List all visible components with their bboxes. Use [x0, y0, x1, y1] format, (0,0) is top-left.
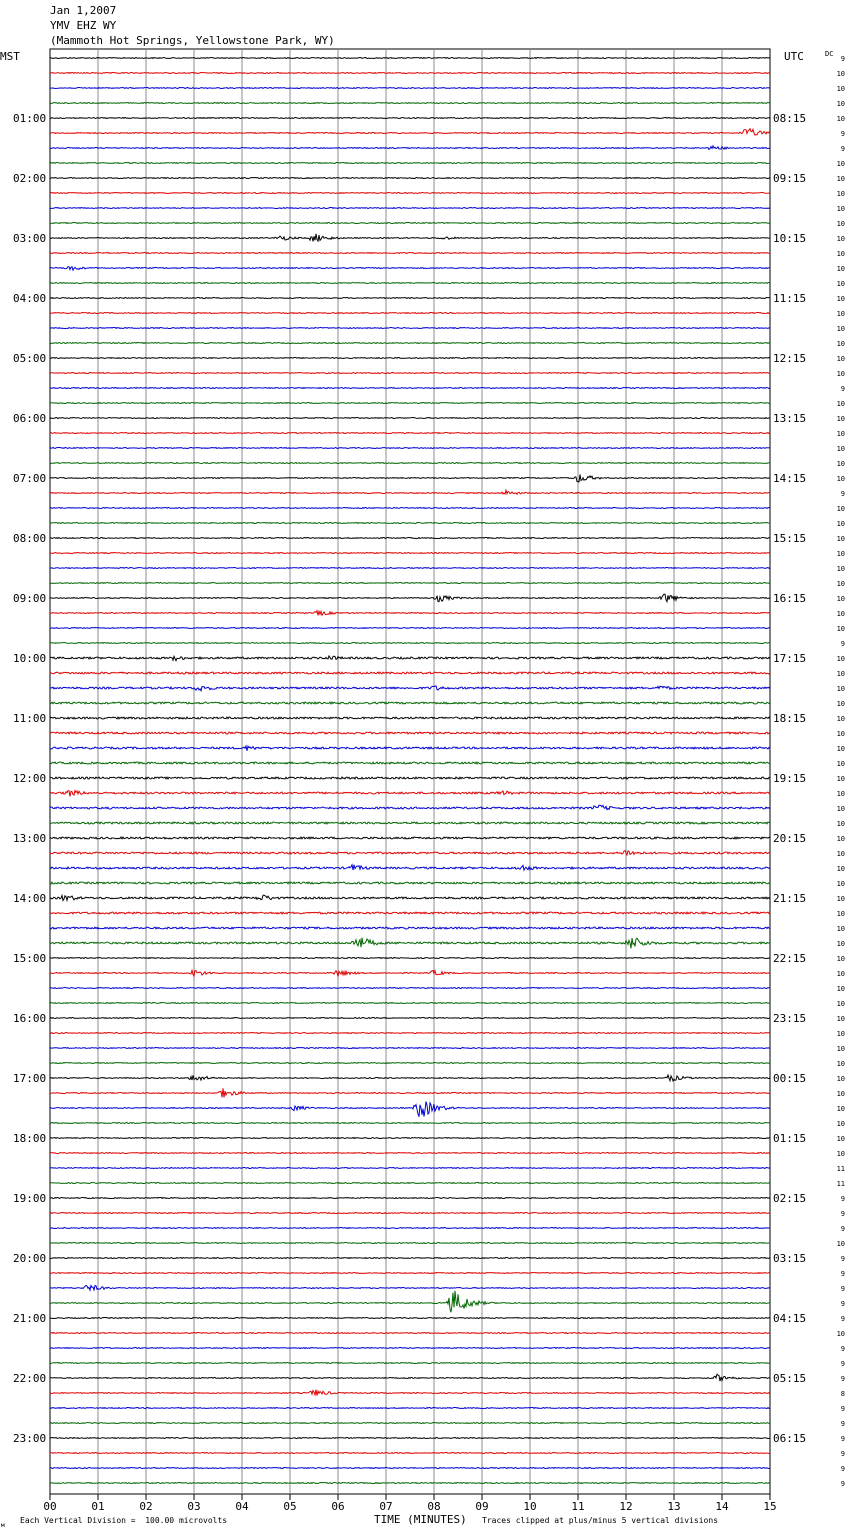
dc-offset-value: 10 [836, 625, 845, 633]
trace-line [50, 777, 770, 779]
utc-hour-label: 02:15 [773, 1192, 807, 1205]
x-axis-title: TIME (MINUTES) [374, 1513, 467, 1526]
trace-line [50, 146, 770, 150]
trace-line [50, 73, 770, 74]
utc-hour-label: 06:15 [773, 1432, 807, 1445]
right-timezone-label: UTC [784, 50, 804, 63]
clip-note: Traces clipped at plus/minus 5 vertical divisions [482, 1516, 719, 1525]
trace-line [50, 508, 770, 509]
dc-offset-value: 10 [836, 1330, 845, 1338]
dc-offset-value: 10 [836, 400, 845, 408]
trace-line [50, 628, 770, 629]
x-tick-label: 15 [763, 1500, 777, 1513]
utc-hour-label: 16:15 [773, 592, 807, 605]
dc-offset-value: 10 [836, 295, 845, 303]
x-tick-label: 13 [667, 1500, 681, 1513]
utc-hour-label: 09:15 [773, 172, 807, 185]
dc-offset-value: 10 [836, 460, 845, 468]
dc-offset-value: 10 [836, 790, 845, 798]
dc-offset-value: 9 [840, 1345, 845, 1353]
dc-offset-value: 10 [836, 610, 845, 618]
dc-offset-value: 10 [836, 1060, 845, 1068]
mst-hour-label: 14:00 [13, 892, 47, 905]
dc-offset-value: 10 [836, 745, 845, 753]
dc-offset-value: 10 [836, 520, 845, 528]
trace-line [50, 1183, 770, 1184]
mst-hour-label: 03:00 [13, 232, 47, 245]
dc-offset-value: 10 [836, 310, 845, 318]
trace-line [50, 912, 770, 914]
utc-hour-label: 08:15 [773, 112, 807, 125]
dc-offset-value: 10 [836, 895, 845, 903]
trace-line [50, 1048, 770, 1049]
dc-offset-value: 9 [840, 1420, 845, 1428]
trace-line [50, 253, 770, 254]
utc-hour-label: 14:15 [773, 472, 807, 485]
trace-line [50, 418, 770, 419]
trace-line [50, 1423, 770, 1424]
dc-offset-value: 10 [836, 1090, 845, 1098]
x-tick-label: 02 [139, 1500, 153, 1513]
trace-line [50, 88, 770, 89]
mst-hour-label: 17:00 [13, 1072, 47, 1085]
trace-line [50, 1243, 770, 1244]
mst-hour-label: 21:00 [13, 1312, 47, 1325]
dc-offset-value: 9 [840, 55, 845, 63]
dc-offset-value: 9 [840, 1285, 845, 1293]
trace-line [50, 373, 770, 374]
trace-line [50, 611, 770, 616]
trace-line [50, 463, 770, 464]
left-timezone-label: MST [0, 50, 20, 63]
trace-line [50, 958, 770, 959]
trace-line [50, 163, 770, 164]
dc-offset-value: 10 [836, 910, 845, 918]
trace-line [50, 1348, 770, 1349]
dc-offset-value: 10 [836, 235, 845, 243]
trace-line [50, 1003, 770, 1004]
utc-hour-label: 04:15 [773, 1312, 807, 1325]
utc-hour-label: 00:15 [773, 1072, 807, 1085]
station-location: (Mammoth Hot Springs, Yellowstone Park, WY) [50, 34, 335, 47]
trace-line [50, 553, 770, 554]
dc-offset-value: 10 [836, 985, 845, 993]
trace-line [50, 475, 770, 482]
dc-offset-value: 10 [836, 655, 845, 663]
trace-line [50, 1363, 770, 1364]
mst-hour-label: 13:00 [13, 832, 47, 845]
utc-hour-label: 13:15 [773, 412, 807, 425]
mst-hour-label: 12:00 [13, 772, 47, 785]
trace-line [50, 672, 770, 674]
trace-line [50, 1291, 770, 1312]
dc-offset-value: 10 [836, 670, 845, 678]
trace-line [50, 1333, 770, 1334]
dc-offset-value: 10 [836, 1015, 845, 1023]
mst-hour-label: 02:00 [13, 172, 47, 185]
x-tick-label: 09 [475, 1500, 489, 1513]
dc-offset-value: 10 [836, 265, 845, 273]
utc-hour-label: 23:15 [773, 1012, 807, 1025]
dc-offset-value: 10 [836, 415, 845, 423]
trace-line [50, 594, 770, 602]
dc-offset-value: 10 [836, 1135, 845, 1143]
trace-line [50, 1438, 770, 1439]
trace-line [50, 118, 770, 119]
trace-line [50, 568, 770, 569]
trace-line [50, 267, 770, 270]
trace-line [50, 1138, 770, 1139]
x-tick-label: 08 [427, 1500, 441, 1513]
trace-line [50, 805, 770, 809]
dc-offset-value: 8 [840, 1390, 845, 1398]
dc-offset-value: 10 [836, 190, 845, 198]
dc-offset-value: 10 [836, 1030, 845, 1038]
dc-offset-value: 10 [836, 445, 845, 453]
dc-offset-value: 9 [840, 640, 845, 648]
trace-line [50, 1168, 770, 1169]
trace-line [50, 1408, 770, 1409]
trace-line [50, 1228, 770, 1229]
trace-line [50, 208, 770, 209]
trace-line [50, 702, 770, 704]
trace-line [50, 448, 770, 449]
dc-offset-value: 10 [836, 700, 845, 708]
utc-hour-label: 18:15 [773, 712, 807, 725]
trace-line [50, 1285, 770, 1290]
mst-hour-label: 09:00 [13, 592, 47, 605]
station-code: YMV EHZ WY [50, 19, 117, 32]
dc-offset-value: 9 [840, 1225, 845, 1233]
trace-line [50, 129, 770, 135]
dc-offset-value: 10 [836, 925, 845, 933]
dc-offset-value: 10 [836, 475, 845, 483]
dc-offset-value: 10 [836, 1150, 845, 1158]
trace-line [50, 403, 770, 404]
trace-line [50, 343, 770, 344]
dc-offset-value: 10 [836, 1240, 845, 1248]
trace-line [50, 970, 770, 976]
trace-line [50, 223, 770, 224]
dc-offset-value: 10 [836, 730, 845, 738]
trace-line [50, 1075, 770, 1081]
trace-line [50, 583, 770, 584]
trace-line [50, 656, 770, 661]
dc-offset-value: 10 [836, 835, 845, 843]
x-tick-label: 01 [91, 1500, 105, 1513]
dc-offset-value: 9 [840, 1270, 845, 1278]
dc-offset-value: 10 [836, 940, 845, 948]
trace-line [50, 193, 770, 194]
trace-line [50, 283, 770, 284]
mst-hour-label: 04:00 [13, 292, 47, 305]
trace-line [50, 388, 770, 389]
x-tick-label: 07 [379, 1500, 393, 1513]
dc-offset-value: 10 [836, 505, 845, 513]
dc-offset-value: 9 [840, 145, 845, 153]
dc-offset-value: 10 [836, 115, 845, 123]
dc-offset-value: 10 [836, 85, 845, 93]
trace-line [50, 1018, 770, 1019]
trace-line [50, 822, 770, 824]
dc-offset-value: 9 [840, 1360, 845, 1368]
trace-line [50, 1213, 770, 1214]
trace-line [50, 328, 770, 329]
mst-hour-label: 15:00 [13, 952, 47, 965]
dc-offset-value: 10 [836, 715, 845, 723]
dc-header-label: DC [825, 50, 834, 58]
dc-offset-value: 10 [836, 325, 845, 333]
dc-offset-value: 11 [836, 1165, 845, 1173]
trace-line [50, 234, 770, 242]
utc-hour-label: 01:15 [773, 1132, 807, 1145]
trace-line [50, 746, 770, 751]
mst-hour-label: 23:00 [13, 1432, 47, 1445]
dc-offset-value: 10 [836, 1105, 845, 1113]
dc-offset-value: 10 [836, 430, 845, 438]
dc-offset-value: 10 [836, 880, 845, 888]
x-tick-label: 03 [187, 1500, 201, 1513]
x-tick-label: 10 [523, 1500, 537, 1513]
dc-offset-value: 10 [836, 565, 845, 573]
x-tick-label: 11 [571, 1500, 585, 1513]
x-tick-label: 00 [43, 1500, 57, 1513]
mst-hour-label: 18:00 [13, 1132, 47, 1145]
dc-offset-value: 10 [836, 775, 845, 783]
dc-offset-value: 10 [836, 1120, 845, 1128]
trace-line [50, 1390, 770, 1396]
trace-line [50, 433, 770, 434]
x-tick-label: 06 [331, 1500, 345, 1513]
x-tick-label: 04 [235, 1500, 249, 1513]
trace-line [50, 988, 770, 989]
trace-line [50, 178, 770, 179]
dc-offset-value: 10 [836, 250, 845, 258]
utc-hour-label: 10:15 [773, 232, 807, 245]
utc-hour-label: 17:15 [773, 652, 807, 665]
utc-hour-label: 11:15 [773, 292, 807, 305]
time-grid [50, 49, 770, 1494]
dc-offset-value: 10 [836, 760, 845, 768]
dc-offset-value: 10 [836, 550, 845, 558]
trace-line [50, 895, 770, 900]
dc-offset-value: 10 [836, 970, 845, 978]
mst-hour-label: 22:00 [13, 1372, 47, 1385]
mst-hour-label: 20:00 [13, 1252, 47, 1265]
x-tick-label: 14 [715, 1500, 729, 1513]
corner-mark: м [1, 1522, 5, 1529]
trace-line [50, 938, 770, 949]
utc-hour-label: 05:15 [773, 1372, 807, 1385]
dc-offset-value: 10 [836, 685, 845, 693]
dc-offset-value: 10 [836, 820, 845, 828]
trace-line [50, 313, 770, 314]
trace-line [50, 865, 770, 870]
mst-hour-label: 07:00 [13, 472, 47, 485]
dc-offset-value: 9 [840, 1435, 845, 1443]
dc-offset-value: 10 [836, 205, 845, 213]
trace-line [50, 686, 770, 691]
dc-offset-value: 10 [836, 535, 845, 543]
trace-line [50, 103, 770, 104]
seismic-traces [50, 58, 770, 1484]
dc-offset-value: 10 [836, 370, 845, 378]
mst-hour-label: 08:00 [13, 532, 47, 545]
mst-hour-label: 16:00 [13, 1012, 47, 1025]
dc-offset-value: 9 [840, 1465, 845, 1473]
trace-line [50, 490, 770, 494]
dc-offset-value: 10 [836, 340, 845, 348]
dc-offset-value: 10 [836, 850, 845, 858]
dc-offset-value: 9 [840, 1405, 845, 1413]
dc-offset-value: 10 [836, 1045, 845, 1053]
trace-line [50, 523, 770, 524]
dc-offset-value: 9 [840, 130, 845, 138]
plot-date: Jan 1,2007 [50, 4, 117, 17]
utc-hour-label: 21:15 [773, 892, 807, 905]
dc-offset-value: 10 [836, 175, 845, 183]
dc-offset-value: 9 [840, 1210, 845, 1218]
x-tick-label: 12 [619, 1500, 633, 1513]
trace-line [50, 927, 770, 929]
mst-hour-label: 01:00 [13, 112, 47, 125]
trace-line [50, 1258, 770, 1259]
trace-line [50, 538, 770, 539]
trace-line [50, 1123, 770, 1124]
mst-hour-label: 05:00 [13, 352, 47, 365]
trace-line [50, 732, 770, 734]
trace-line [50, 717, 770, 719]
utc-hour-label: 15:15 [773, 532, 807, 545]
scale-note: Each Vertical Division = 100.00 microvolts [20, 1516, 228, 1525]
dc-offset-value: 10 [836, 865, 845, 873]
trace-line [50, 643, 770, 644]
dc-offset-value: 9 [840, 1450, 845, 1458]
dc-offset-value: 10 [836, 220, 845, 228]
dc-offset-value: 10 [836, 160, 845, 168]
dc-offset-value: 10 [836, 580, 845, 588]
mst-hour-label: 06:00 [13, 412, 47, 425]
dc-offset-value: 9 [840, 1195, 845, 1203]
dc-offset-value: 11 [836, 1180, 845, 1188]
trace-line [50, 851, 770, 855]
plot-frame [50, 49, 770, 1494]
dc-offset-value: 9 [840, 1315, 845, 1323]
trace-line [50, 358, 770, 359]
trace-line [50, 1063, 770, 1064]
dc-offset-value: 10 [836, 1000, 845, 1008]
dc-offset-value: 9 [840, 1375, 845, 1383]
dc-offset-value: 10 [836, 595, 845, 603]
dc-offset-value: 10 [836, 280, 845, 288]
trace-line [50, 1033, 770, 1034]
dc-offset-value: 10 [836, 355, 845, 363]
trace-line [50, 1453, 770, 1454]
dc-offset-value: 9 [840, 1480, 845, 1488]
dc-offset-labels [837, 55, 845, 1488]
utc-hour-label: 19:15 [773, 772, 807, 785]
dc-offset-value: 9 [840, 1300, 845, 1308]
utc-hour-label: 03:15 [773, 1252, 807, 1265]
trace-line [50, 1273, 770, 1274]
mst-hour-label: 10:00 [13, 652, 47, 665]
trace-line [50, 1374, 770, 1381]
trace-line [50, 1468, 770, 1469]
dc-offset-value: 10 [836, 100, 845, 108]
trace-line [50, 1483, 770, 1484]
utc-hour-label: 20:15 [773, 832, 807, 845]
utc-hour-label: 12:15 [773, 352, 807, 365]
trace-line [50, 1153, 770, 1154]
trace-line [50, 762, 770, 764]
dc-offset-value: 9 [840, 1255, 845, 1263]
trace-line [50, 1088, 770, 1097]
mst-hour-label: 19:00 [13, 1192, 47, 1205]
x-tick-label: 05 [283, 1500, 297, 1513]
dc-offset-value: 10 [836, 70, 845, 78]
x-axis-ticks [43, 1494, 776, 1513]
trace-line [50, 1102, 770, 1117]
dc-offset-value: 9 [840, 385, 845, 393]
trace-line [50, 58, 770, 59]
dc-offset-value: 10 [836, 1075, 845, 1083]
trace-line [50, 1318, 770, 1319]
dc-offset-value: 9 [840, 490, 845, 498]
dc-offset-value: 10 [836, 805, 845, 813]
trace-line [50, 298, 770, 299]
mst-hour-label: 11:00 [13, 712, 47, 725]
trace-line [50, 791, 770, 797]
utc-hour-label: 22:15 [773, 952, 807, 965]
trace-line [50, 882, 770, 884]
trace-line [50, 1198, 770, 1199]
dc-offset-value: 10 [836, 955, 845, 963]
trace-line [50, 837, 770, 839]
